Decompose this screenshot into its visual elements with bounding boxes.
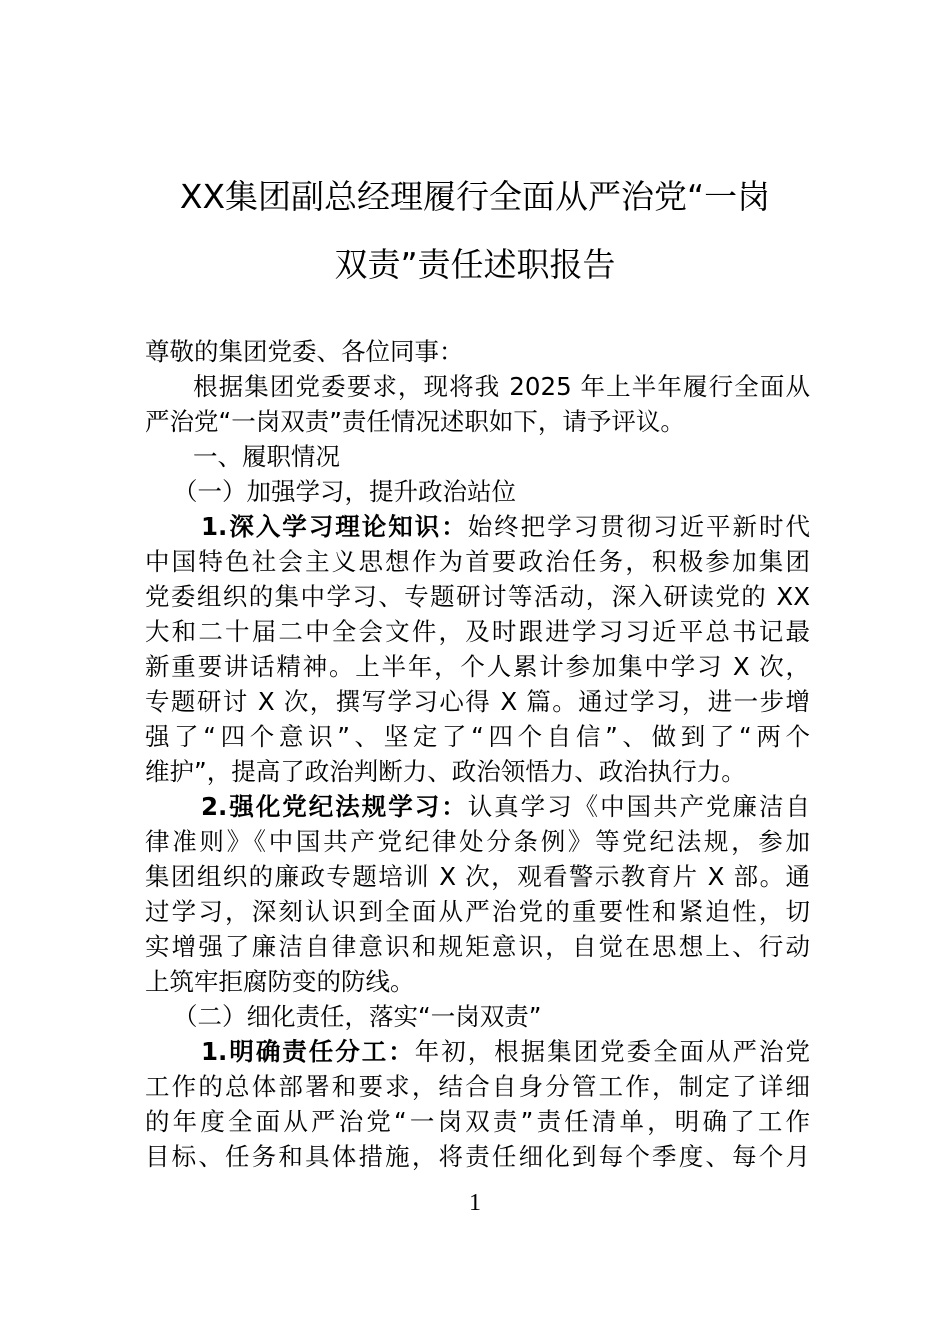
bold-lead-clarify-duty: 1.明确责任分工： <box>201 1037 415 1066</box>
paragraph-clarify-duty-line: 1.明确责任分工：年初，根据集团党委全面从严治党 <box>201 1037 811 1066</box>
paragraph-line: 工作的总体部署和要求，结合自身分管工作，制定了详细 <box>145 1072 810 1101</box>
paragraph-line: 党委组织的集中学习、专题研讨等活动，深入研读党的 XX <box>145 582 810 611</box>
paragraph-line: 大和二十届二中全会文件，及时跟进学习习近平总书记最 <box>145 617 810 646</box>
intro-paragraph-line: 严治党“一岗双责”责任情况述职如下，请予评议。 <box>145 407 685 436</box>
paragraph-line: 过学习，深刻认识到全面从严治党的重要性和紧迫性，切 <box>145 897 810 926</box>
section-heading-1: 一、履职情况 <box>193 442 340 471</box>
subsection-heading-2: （二）细化责任，落实“一岗双责” <box>173 1002 542 1031</box>
paragraph-line: 的年度全面从严治党“一岗双责”责任清单，明确了工作 <box>145 1107 810 1136</box>
page-number: 1 <box>469 1190 481 1216</box>
paragraph-party-discipline-line: 2.强化党纪法规学习：认真学习《中国共产党廉洁自 <box>201 792 811 821</box>
paragraph-line: 集团组织的廉政专题培训 X 次，观看警示教育片 X 部。通 <box>145 862 810 891</box>
paragraph-line: 专题研讨 X 次，撰写学习心得 X 篇。通过学习，进一步增 <box>145 687 810 716</box>
bold-lead-party-discipline: 2.强化党纪法规学习： <box>201 792 468 821</box>
paragraph-line: 维护”，提高了政治判断力、政治领悟力、政治执行力。 <box>145 757 746 786</box>
subsection-heading-1: （一）加强学习，提升政治站位 <box>173 477 516 506</box>
paragraph-line: 实增强了廉洁自律意识和规矩意识，自觉在思想上、行动 <box>145 932 810 961</box>
intro-paragraph-line: 根据集团党委要求，现将我 2025 年上半年履行全面从 <box>193 372 810 401</box>
paragraph-study-theory-line: 1.深入学习理论知识：始终把学习贯彻习近平新时代 <box>201 512 811 541</box>
paragraph-line: 强了“四个意识”、坚定了“四个自信”、做到了“两个 <box>145 722 810 751</box>
bold-lead-study-theory: 1.深入学习理论知识： <box>201 512 468 541</box>
salutation: 尊敬的集团党委、各位同事： <box>145 337 464 366</box>
document-title-line-2: 双责”责任述职报告 <box>334 245 616 284</box>
paragraph-line: 中国特色社会主义思想作为首要政治任务，积极参加集团 <box>145 547 810 576</box>
paragraph-line: 律准则》《中国共产党纪律处分条例》等党纪法规，参加 <box>145 827 810 856</box>
paragraph-line: 上筑牢拒腐防变的防线。 <box>145 967 415 996</box>
document-title-line-1: XX集团副总经理履行全面从严治党“一岗 <box>179 177 771 216</box>
paragraph-line: 目标、任务和具体措施，将责任细化到每个季度、每个月 <box>145 1142 810 1171</box>
paragraph-line: 新重要讲话精神。上半年，个人累计参加集中学习 X 次， <box>145 652 810 681</box>
